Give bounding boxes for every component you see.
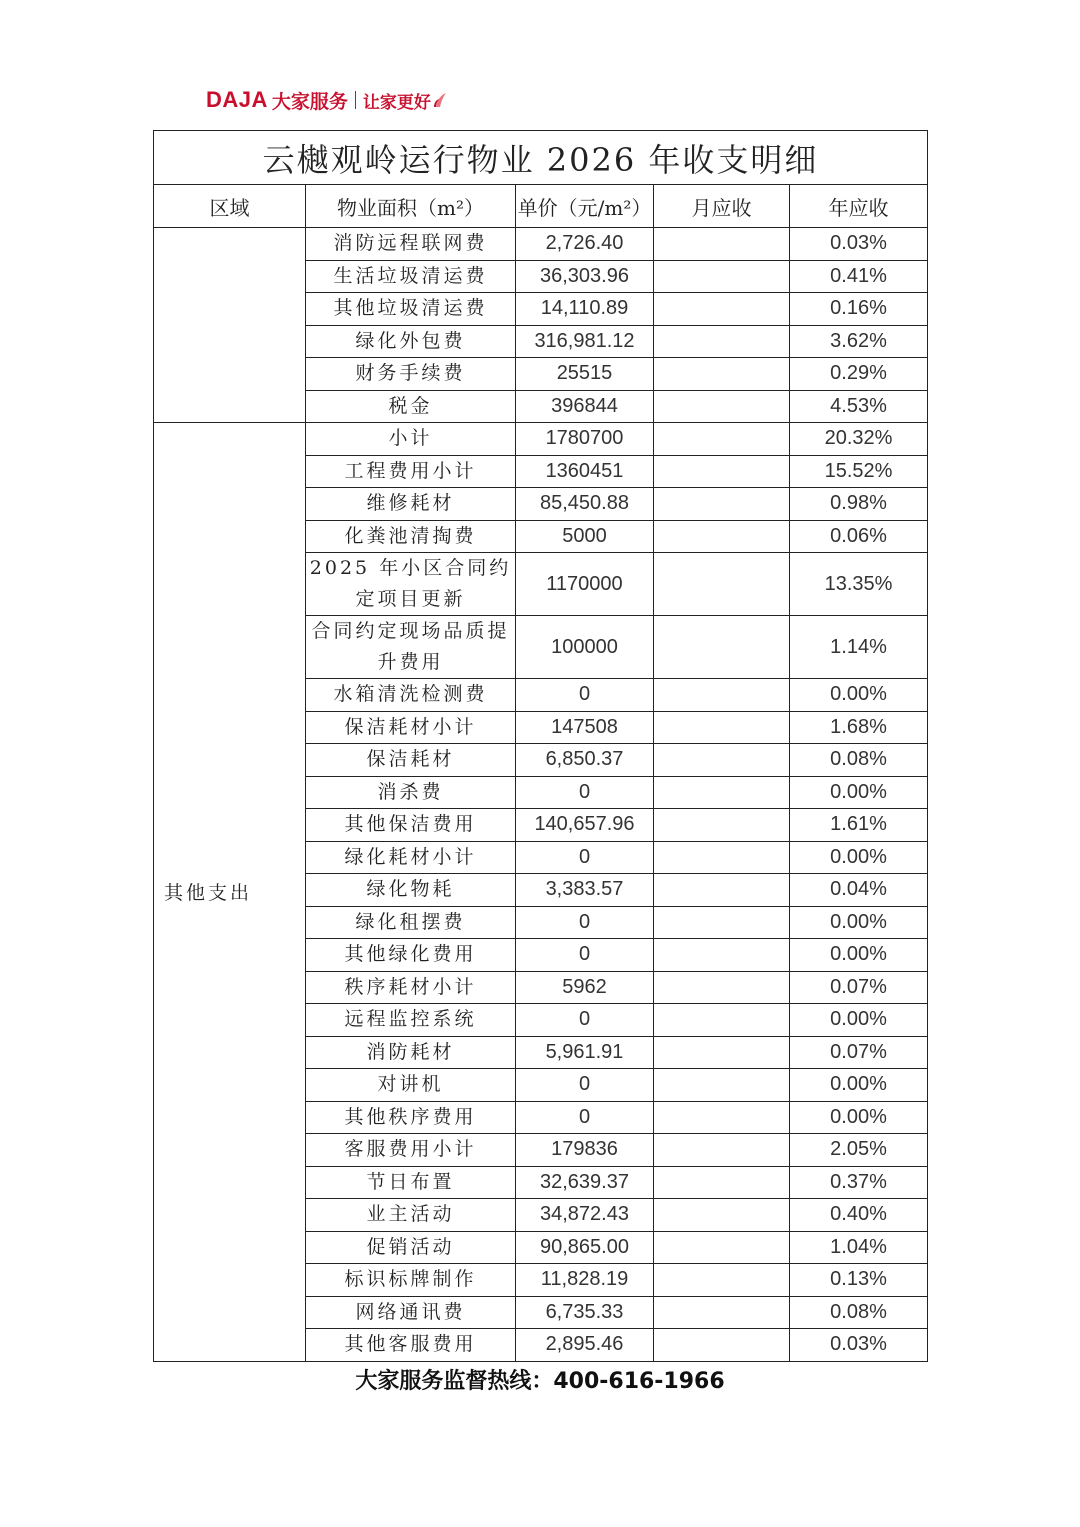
row-annual-percent: 0.08% xyxy=(790,1296,928,1329)
row-amount: 85,450.88 xyxy=(516,488,654,521)
row-item-label: 其他保洁费用 xyxy=(306,809,516,842)
header-annual: 年应收 xyxy=(790,185,928,228)
row-amount: 0 xyxy=(516,1004,654,1037)
row-annual-percent: 13.35% xyxy=(790,553,928,616)
row-annual-percent: 0.00% xyxy=(790,906,928,939)
row-monthly xyxy=(654,260,790,293)
row-monthly xyxy=(654,1296,790,1329)
row-amount: 0 xyxy=(516,841,654,874)
row-annual-percent: 0.00% xyxy=(790,1004,928,1037)
row-annual-percent: 0.07% xyxy=(790,971,928,1004)
row-monthly xyxy=(654,616,790,679)
row-monthly xyxy=(654,1329,790,1362)
row-amount: 6,850.37 xyxy=(516,744,654,777)
row-amount: 100000 xyxy=(516,616,654,679)
row-item-label: 其他绿化费用 xyxy=(306,939,516,972)
row-item-label: 节日布置 xyxy=(306,1166,516,1199)
row-item-label: 其他秩序费用 xyxy=(306,1101,516,1134)
row-annual-percent: 0.00% xyxy=(790,939,928,972)
row-amount: 0 xyxy=(516,906,654,939)
row-amount: 1170000 xyxy=(516,553,654,616)
row-amount: 0 xyxy=(516,1069,654,1102)
row-amount: 179836 xyxy=(516,1134,654,1167)
row-monthly xyxy=(654,1101,790,1134)
row-amount: 11,828.19 xyxy=(516,1264,654,1297)
row-amount: 147508 xyxy=(516,711,654,744)
row-monthly xyxy=(654,939,790,972)
row-monthly xyxy=(654,906,790,939)
row-monthly xyxy=(654,1264,790,1297)
row-annual-percent: 1.61% xyxy=(790,809,928,842)
row-annual-percent: 0.03% xyxy=(790,1329,928,1362)
row-amount: 14,110.89 xyxy=(516,293,654,326)
row-amount: 5962 xyxy=(516,971,654,1004)
row-annual-percent: 1.14% xyxy=(790,616,928,679)
row-annual-percent: 0.29% xyxy=(790,358,928,391)
row-item-label: 网络通讯费 xyxy=(306,1296,516,1329)
row-annual-percent: 20.32% xyxy=(790,423,928,456)
row-item-label: 绿化租摆费 xyxy=(306,906,516,939)
row-annual-percent: 0.00% xyxy=(790,1069,928,1102)
row-monthly xyxy=(654,1166,790,1199)
row-monthly xyxy=(654,776,790,809)
row-item-label: 业主活动 xyxy=(306,1199,516,1232)
row-monthly xyxy=(654,971,790,1004)
row-annual-percent: 0.00% xyxy=(790,679,928,712)
supervision-hotline: 大家服务监督热线：400-616-1966 xyxy=(355,1369,725,1394)
row-item-label: 消防远程联网费 xyxy=(306,228,516,261)
expense-table xyxy=(153,130,928,1362)
row-item-label: 绿化物耗 xyxy=(306,874,516,907)
table-row xyxy=(154,423,928,456)
row-monthly xyxy=(654,809,790,842)
row-item-label: 秩序耗材小计 xyxy=(306,971,516,1004)
row-item-label: 客服费用小计 xyxy=(306,1134,516,1167)
row-item-label: 水箱清洗检测费 xyxy=(306,679,516,712)
row-amount: 34,872.43 xyxy=(516,1199,654,1232)
logo-separator xyxy=(355,91,356,109)
row-amount: 5000 xyxy=(516,520,654,553)
row-item-label: 税金 xyxy=(306,390,516,423)
row-amount: 0 xyxy=(516,939,654,972)
row-annual-percent: 0.00% xyxy=(790,1101,928,1134)
row-amount: 396844 xyxy=(516,390,654,423)
row-monthly xyxy=(654,293,790,326)
header-region: 区域 xyxy=(154,185,306,228)
row-item-label: 对讲机 xyxy=(306,1069,516,1102)
region-cell-other-expenses: 其他支出 xyxy=(154,423,306,1362)
row-item-label: 消杀费 xyxy=(306,776,516,809)
row-item-label: 消防耗材 xyxy=(306,1036,516,1069)
header-monthly: 月应收 xyxy=(654,185,790,228)
row-annual-percent: 1.68% xyxy=(790,711,928,744)
row-item-label: 绿化耗材小计 xyxy=(306,841,516,874)
row-monthly xyxy=(654,520,790,553)
row-annual-percent: 0.08% xyxy=(790,744,928,777)
row-amount: 0 xyxy=(516,1101,654,1134)
row-item-label: 标识标牌制作 xyxy=(306,1264,516,1297)
row-item-label: 化粪池清掏费 xyxy=(306,520,516,553)
row-item-label: 2025 年小区合同约定项目更新 xyxy=(306,553,516,616)
table-row xyxy=(154,228,928,261)
row-monthly xyxy=(654,358,790,391)
row-item-label: 财务手续费 xyxy=(306,358,516,391)
row-amount: 90,865.00 xyxy=(516,1231,654,1264)
row-annual-percent: 0.00% xyxy=(790,776,928,809)
row-monthly xyxy=(654,1199,790,1232)
row-amount: 1360451 xyxy=(516,455,654,488)
row-item-label: 绿化外包费 xyxy=(306,325,516,358)
row-monthly xyxy=(654,874,790,907)
row-monthly xyxy=(654,423,790,456)
table-body xyxy=(154,228,928,1362)
row-monthly xyxy=(654,228,790,261)
row-item-label: 工程费用小计 xyxy=(306,455,516,488)
row-amount: 2,726.40 xyxy=(516,228,654,261)
row-item-label: 维修耗材 xyxy=(306,488,516,521)
row-monthly xyxy=(654,553,790,616)
table-title: 云樾观岭运行物业 2026 年收支明细 xyxy=(154,131,928,185)
row-annual-percent: 4.53% xyxy=(790,390,928,423)
row-annual-percent: 0.00% xyxy=(790,841,928,874)
row-amount: 3,383.57 xyxy=(516,874,654,907)
row-monthly xyxy=(654,1069,790,1102)
row-annual-percent: 0.40% xyxy=(790,1199,928,1232)
row-monthly xyxy=(654,1134,790,1167)
row-item-label: 保洁耗材小计 xyxy=(306,711,516,744)
row-monthly xyxy=(654,841,790,874)
row-amount: 36,303.96 xyxy=(516,260,654,293)
row-annual-percent: 3.62% xyxy=(790,325,928,358)
row-annual-percent: 0.16% xyxy=(790,293,928,326)
row-annual-percent: 1.04% xyxy=(790,1231,928,1264)
row-annual-percent: 0.37% xyxy=(790,1166,928,1199)
row-monthly xyxy=(654,1004,790,1037)
row-annual-percent: 0.06% xyxy=(790,520,928,553)
row-monthly xyxy=(654,744,790,777)
row-monthly xyxy=(654,1231,790,1264)
region-cell-empty xyxy=(154,228,306,423)
header-area: 物业面积（m²） xyxy=(306,185,516,228)
row-annual-percent: 15.52% xyxy=(790,455,928,488)
row-amount: 0 xyxy=(516,776,654,809)
row-item-label: 促销活动 xyxy=(306,1231,516,1264)
row-annual-percent: 0.04% xyxy=(790,874,928,907)
row-monthly xyxy=(654,679,790,712)
row-monthly xyxy=(654,455,790,488)
row-monthly xyxy=(654,390,790,423)
header-unit-price: 单价（元/m²） xyxy=(516,185,654,228)
row-annual-percent: 0.03% xyxy=(790,228,928,261)
row-amount: 2,895.46 xyxy=(516,1329,654,1362)
row-annual-percent: 0.98% xyxy=(790,488,928,521)
row-amount: 6,735.33 xyxy=(516,1296,654,1329)
row-item-label: 其他客服费用 xyxy=(306,1329,516,1362)
row-monthly xyxy=(654,488,790,521)
row-amount: 32,639.37 xyxy=(516,1166,654,1199)
row-annual-percent: 0.41% xyxy=(790,260,928,293)
logo-brand-cn: 大家服务 xyxy=(271,90,348,113)
row-amount: 316,981.12 xyxy=(516,325,654,358)
logo-brand-text: DAJA xyxy=(206,87,268,112)
row-monthly xyxy=(654,711,790,744)
row-item-label: 保洁耗材 xyxy=(306,744,516,777)
row-amount: 140,657.96 xyxy=(516,809,654,842)
row-amount: 25515 xyxy=(516,358,654,391)
brand-logo xyxy=(206,86,447,114)
row-item-label: 合同约定现场品质提升费用 xyxy=(306,616,516,679)
row-annual-percent: 0.07% xyxy=(790,1036,928,1069)
row-annual-percent: 0.13% xyxy=(790,1264,928,1297)
row-amount: 5,961.91 xyxy=(516,1036,654,1069)
row-annual-percent: 2.05% xyxy=(790,1134,928,1167)
row-amount: 0 xyxy=(516,679,654,712)
row-monthly xyxy=(654,325,790,358)
logo-slogan: 让家更好 xyxy=(362,92,431,113)
row-item-label: 其他垃圾清运费 xyxy=(306,293,516,326)
logo-petal-icon xyxy=(433,91,447,109)
row-item-label: 生活垃圾清运费 xyxy=(306,260,516,293)
row-item-label: 远程监控系统 xyxy=(306,1004,516,1037)
row-monthly xyxy=(654,1036,790,1069)
row-amount: 1780700 xyxy=(516,423,654,456)
row-item-label: 小计 xyxy=(306,423,516,456)
